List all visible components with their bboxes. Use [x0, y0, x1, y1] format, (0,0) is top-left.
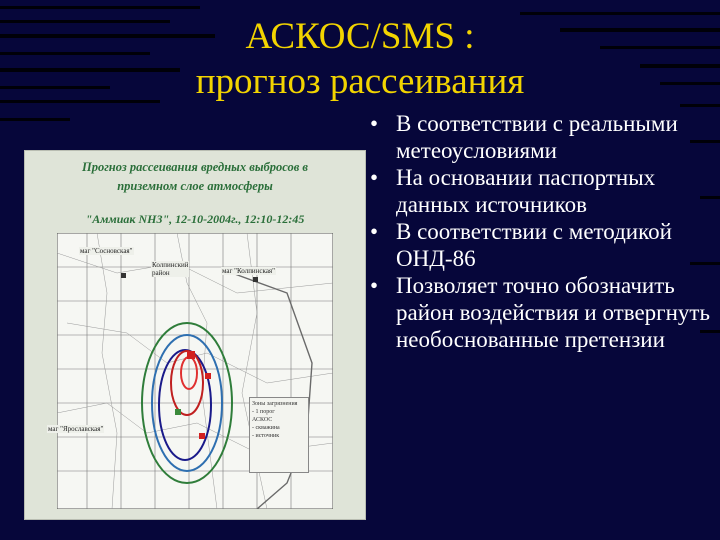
figure-subtitle: "Аммиак NH3", 12-10-2004г., 12:10-12:45: [85, 212, 305, 226]
bullet-text: На основании паспортных данных источников: [396, 165, 656, 217]
legend-item: - 1 порог: [252, 409, 275, 415]
bullet-item: [366, 164, 718, 218]
map-label-kolpino-line2: район: [152, 269, 170, 277]
slide-title-line2: прогноз рассеивания: [195, 61, 525, 102]
bullet-marker: •: [370, 111, 379, 136]
map-label-right: маг "Колпинская": [222, 267, 276, 275]
bullet-marker: •: [370, 273, 379, 298]
figure-title-line2: приземном слое атмосферы: [117, 179, 273, 193]
bullet-text: Позволяет точно обозначить район воздействия и отвергнуть необоснованные претензии: [396, 273, 710, 352]
bullet-list: [366, 110, 718, 353]
bullet-item: [366, 110, 718, 164]
bullet-marker: •: [370, 219, 379, 244]
legend-item: Зоны загрязнения: [252, 401, 298, 407]
map-legend: [249, 397, 309, 473]
bullet-item: [366, 272, 718, 353]
legend-item: АСКОС: [252, 417, 273, 423]
map-label-kolpino: [151, 261, 189, 277]
legend-item: - источник: [252, 433, 280, 439]
bullet-text: В соответствии с методикой ОНД-86: [396, 219, 672, 271]
slide-title-line1: АСКОС/SMS :: [245, 16, 475, 57]
map-label-kolpino-line1: Колпинский: [152, 261, 189, 269]
map-label-top-left: маг "Сосновская": [80, 247, 133, 255]
legend-item: - скважина: [252, 425, 280, 431]
dispersion-forecast-figure: [24, 150, 366, 520]
bullet-text: В соответствии с реальными метеоусловиями: [396, 111, 678, 163]
figure-title: [25, 158, 365, 196]
slide-title: [0, 14, 720, 104]
map-label-bottom-left: маг "Ярославская": [48, 425, 104, 433]
figure-title-line1: Прогноз рассеивания вредных выбросов в: [81, 160, 309, 174]
bullet-marker: •: [370, 165, 379, 190]
bullet-item: [366, 218, 718, 272]
